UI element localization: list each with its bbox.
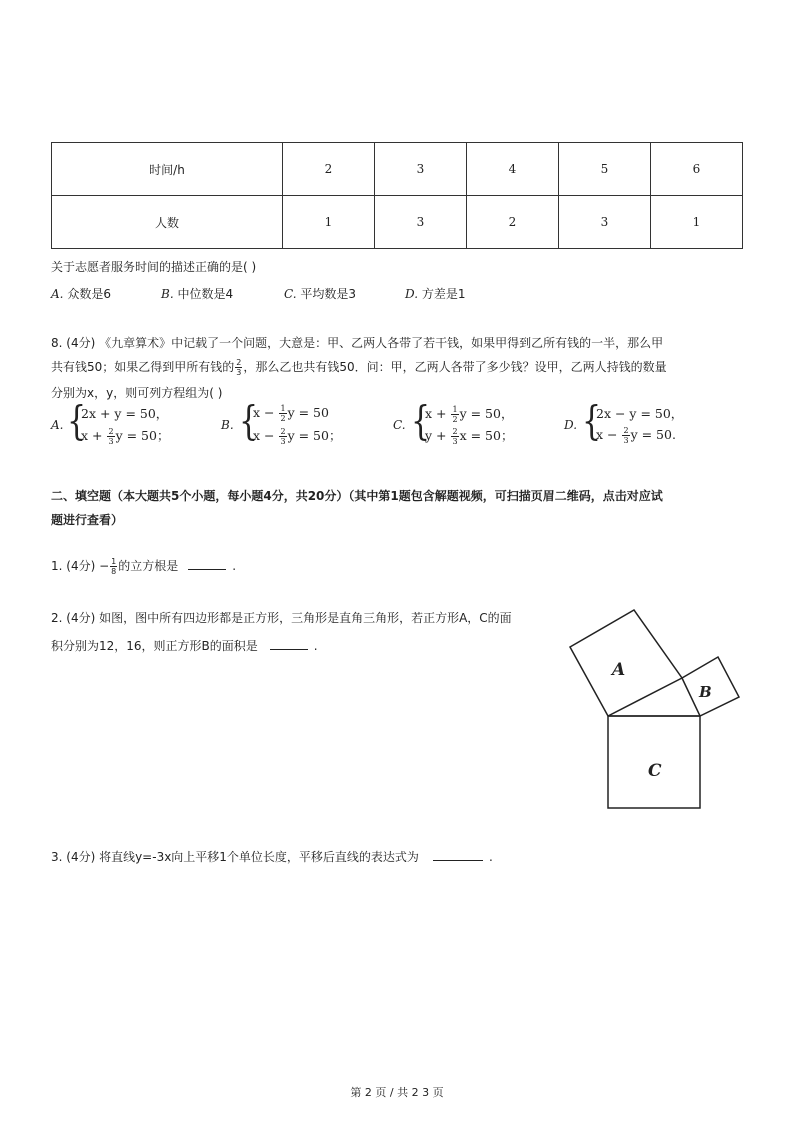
answer-blank[interactable] xyxy=(270,649,308,650)
row-header-time: 时间/h xyxy=(52,143,283,196)
answer-blank[interactable] xyxy=(433,860,483,861)
fraction: $\frac{2}{3}$ xyxy=(236,358,242,377)
page-footer: 第 2 页 / 共 2 3 页 xyxy=(350,1086,444,1099)
row-header-count: 人数 xyxy=(52,196,283,249)
table-cell: 4 xyxy=(467,143,559,196)
table-cell: 1 xyxy=(283,196,375,249)
fill-question-3: 3. (4分) 将直线y=-3x向上平移1个单位长度，平移后直线的表达式为 . xyxy=(51,850,493,864)
fill-question-2-line2: 积分别为12，16，则正方形B的面积是 . xyxy=(51,639,318,653)
table-row xyxy=(52,196,743,249)
square-a xyxy=(570,610,682,716)
table-row xyxy=(52,143,743,196)
section-heading: 二、填空题（本大题共5个小题，每小题4分，共20分）（其中第1题包含解题视频，可扫描页眉二维码，点击对应试 xyxy=(51,489,663,503)
left-brace: { xyxy=(582,397,602,446)
q7-option-c[interactable]: C. 平均数是3 xyxy=(284,287,357,301)
label-c: C xyxy=(648,761,662,781)
left-brace: { xyxy=(239,397,259,446)
table-cell: 1 xyxy=(651,196,743,249)
q7-stem: 关于志愿者服务时间的描述正确的是( ) xyxy=(51,260,257,274)
label-a: A xyxy=(612,660,626,680)
answer-blank[interactable] xyxy=(188,569,226,570)
q8-line2: 共有钱50；如果乙得到甲所有钱的 $\frac{2}{3}$ ，那么乙也共有钱50．问：甲，乙两人各带了多少钱？设甲，乙两人持钱的数量 xyxy=(51,358,667,377)
table-cell: 3 xyxy=(559,196,651,249)
q8-line1: 8. (4分) 《九章算术》中记载了一个问题，大意是：甲、乙两人各带了若干钱，如果甲得到乙所有钱的一半，那么甲 xyxy=(51,336,664,350)
left-brace: { xyxy=(67,397,87,446)
section-heading-cont: 题进行查看） xyxy=(51,513,124,527)
table-cell: 2 xyxy=(467,196,559,249)
label-b: B xyxy=(699,683,712,701)
table-cell: 3 xyxy=(375,143,467,196)
fill-question-1: 1. (4分) − $\frac{1}{8}$ 的立方根是 . xyxy=(51,557,237,576)
service-time-table xyxy=(51,142,743,249)
q7-option-b[interactable]: B. 中位数是4 xyxy=(161,287,234,301)
left-brace: { xyxy=(411,397,431,446)
table-cell: 5 xyxy=(559,143,651,196)
q7-option-a[interactable]: A. 众数是6 xyxy=(51,287,111,301)
table-cell: 2 xyxy=(283,143,375,196)
fill-question-2-line1: 2. (4分) 如图，图中所有四边形都是正方形，三角形是直角三角形，若正方形A，C的面 xyxy=(51,611,512,625)
table-cell: 3 xyxy=(375,196,467,249)
squares-figure xyxy=(560,600,750,815)
q7-option-d[interactable]: D. 方差是1 xyxy=(405,287,466,301)
fraction: $\frac{1}{8}$ xyxy=(111,557,117,576)
q8-line3: 分别为x，y，则可列方程组为( ) xyxy=(51,386,223,400)
table-cell: 6 xyxy=(651,143,743,196)
